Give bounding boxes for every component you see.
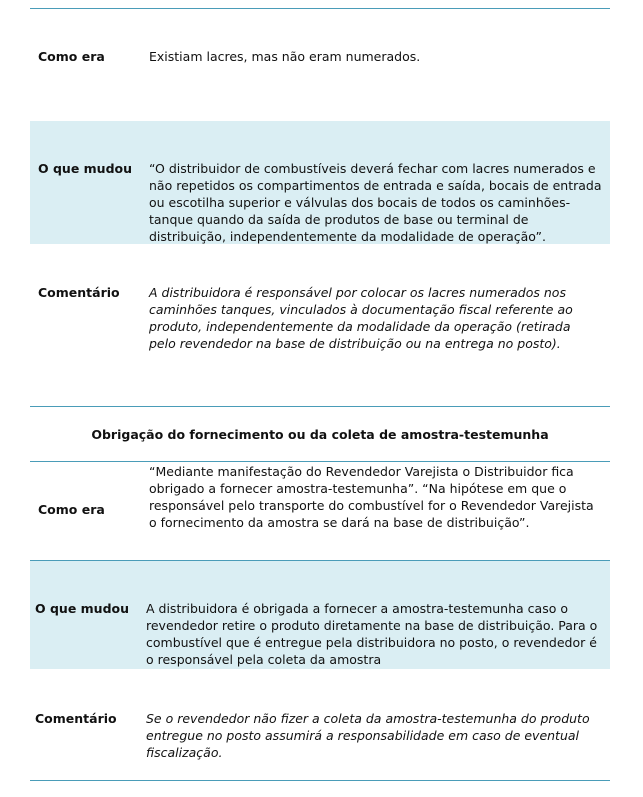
divider-section-break xyxy=(30,406,610,407)
row-text-comentario-2: Se o revendedor não fizer a coleta da amostra-testemunha do produto entregue no posto assumirá a responsabilidade em caso de eventual fiscalização. xyxy=(146,711,590,760)
row-text-o-que-mudou-2: A distribuidora é obrigada a fornecer a amostra-testemunha caso o revendedor retire o produto diretamente na base de distribuição. Para o combustível que é entregue pela distribuidora no posto, o revendedor é o responsável pela coleta da amostra xyxy=(146,601,598,667)
row-label-o-que-mudou-1: O que mudou xyxy=(38,161,133,176)
row-label-como-era-1: Como era xyxy=(38,49,105,64)
divider-bottom xyxy=(30,780,610,781)
row-text-comentario-1: A distribuidora é responsável por colocar os lacres numerados nos caminhões tanques, vinculados à documentação fiscal referente ao produto, independentemente da modalidade da operação (retirada pelo revendedor na base de distribuição ou na entrega no posto). xyxy=(149,285,573,351)
row-text-como-era-1: Existiam lacres, mas não eram numerados. xyxy=(149,49,421,64)
section-title: Obrigação do fornecimento ou da coleta de amostra-testemunha xyxy=(91,427,549,442)
row-label-comentario-2: Comentário xyxy=(35,711,117,726)
row-label-comentario-1: Comentário xyxy=(38,285,120,300)
row-label-o-que-mudou-2: O que mudou xyxy=(35,601,130,616)
row-text-como-era-2: “Mediante manifestação do Revendedor Varejista o Distribuidor fica obrigado a fornecer amostra-testemunha”. “Na hipótese em que o responsável pelo transporte do combustível for o Revendedor Varejista o fornecimento da amostra se dará na base de distribuição”. xyxy=(149,464,594,530)
divider-under-title xyxy=(30,461,610,462)
divider-top xyxy=(30,8,610,9)
row-text-o-que-mudou-1: “O distribuidor de combustíveis deverá fechar com lacres numerados e não repetidos os compartimentos de entrada e saída, bocais de entrada ou escotilha superior e válvulas dos bocais de todos os caminhões-tanque quando da saída de produtos de base ou terminal de distribuição, independentemente da modalidade de operação”. xyxy=(149,161,602,244)
row-label-como-era-2: Como era xyxy=(38,502,105,517)
